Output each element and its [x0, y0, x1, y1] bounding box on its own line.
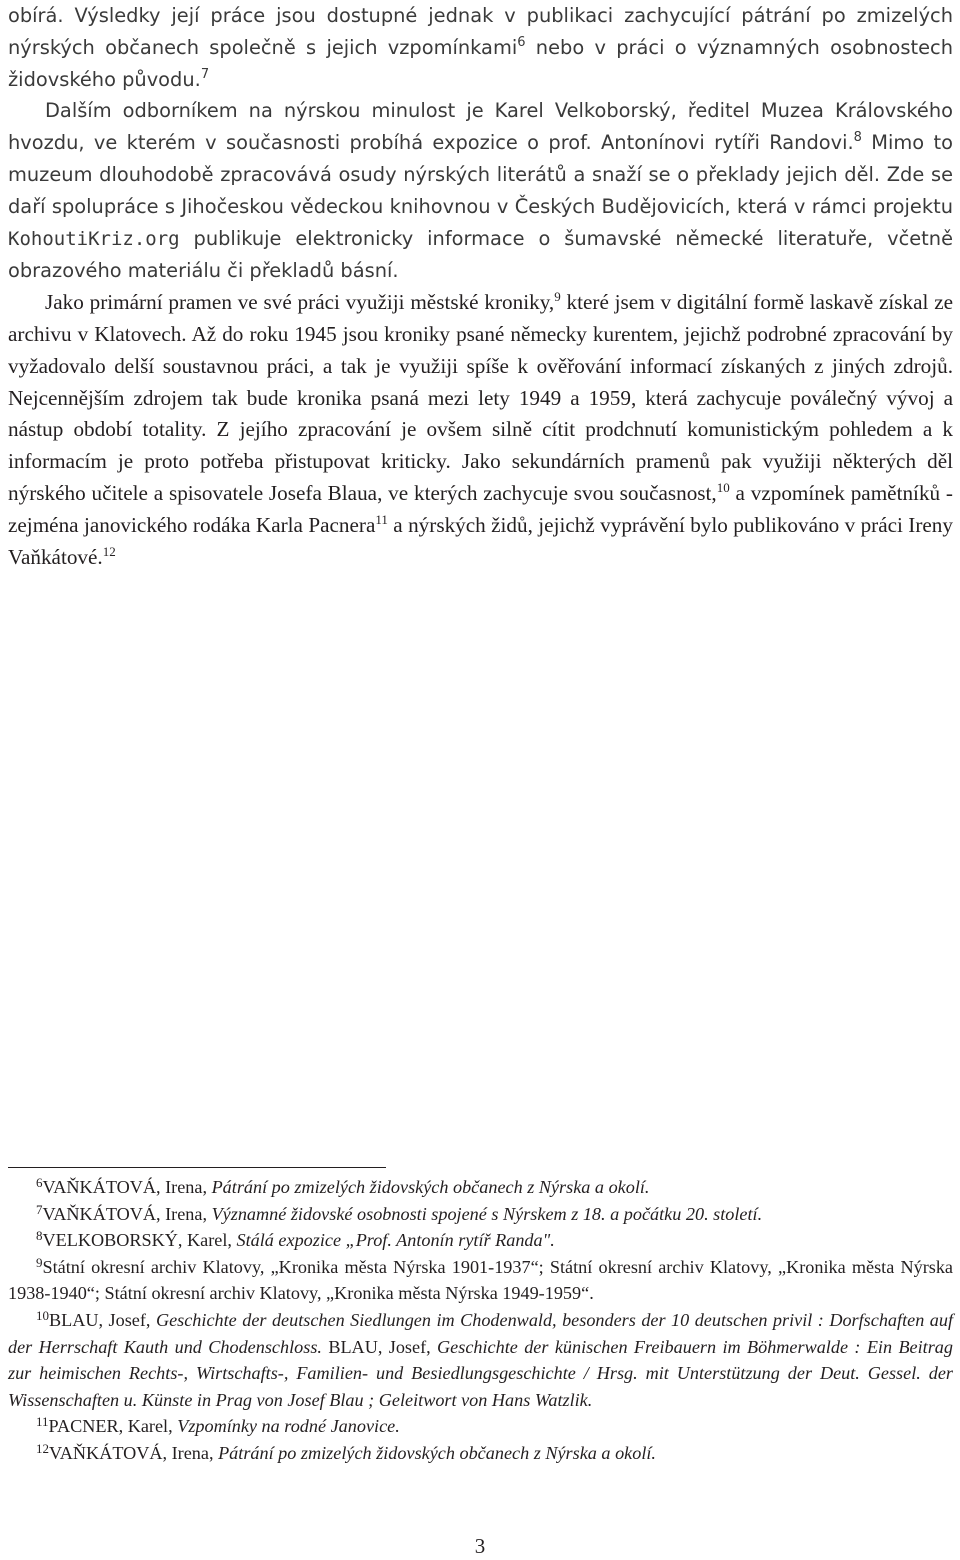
footnote-ref-12[interactable]: 12: [102, 543, 116, 559]
footnote-6: [8, 1174, 953, 1201]
footnote-ref-11[interactable]: 11: [375, 511, 388, 527]
p3-text-3: a vzpomínek pamětníků - zejména janovického rodáka Karla Pacnera: [8, 480, 953, 537]
footnote-number: 6: [36, 1175, 43, 1190]
footnote-author: VAŇKÁTOVÁ, Irena,: [42, 1203, 212, 1224]
footnote-title: Pátrání po zmizelých židovských občanech z Nýrska a okolí.: [211, 1177, 650, 1197]
main-text: [8, 0, 953, 573]
footnote-author: VELKOBORSKÝ, Karel,: [42, 1230, 237, 1251]
footnote-number: 7: [36, 1201, 43, 1217]
paragraph-3: [8, 287, 953, 573]
footnote-11: [8, 1413, 953, 1440]
footnote-12: [8, 1440, 953, 1467]
footnote-title: Pátrání po zmizelých židovských občanech z Nýrska a okolí.: [218, 1442, 656, 1463]
footnote-ref-10[interactable]: 10: [716, 479, 730, 495]
paragraph-2: [8, 95, 953, 287]
p1-text-2: nebo v práci o významných osobnostech židovského původu.: [8, 35, 953, 91]
footnote-author: BLAU, Josef,: [49, 1309, 156, 1330]
footnote-author: VAŇKÁTOVÁ, Irena,: [49, 1442, 219, 1463]
paragraph-1: [8, 0, 953, 95]
footnote-number: 9: [36, 1254, 43, 1270]
footnote-divider: [8, 1167, 386, 1168]
p3-text-2: které jsem v digitální formě laskavě získal ze archivu v Klatovech. Až do roku 1945 jsou kroniky psané německy kurentem, jejichž podrobné zpracování by vyžadovalo delší soustavnou práci, a tak je využiji spíše k ověřování informací získaných z jiných zdrojů. Nejcennějším zdrojem tak bude kronika psaná mezi lety 1949 a 1959, která zachycuje poválečný vývoj a nástup období totality. Z jejího zpracování je ovšem silně cítit prodchnutí komunistickým pohledem a k informacím je proto potřeba přistupovat kriticky. Jako sekundárních pramenů pak využiji některých děl nýrského učitele a spisovatele Josefa Blaua, ve kterých zachycuje svou současnost,: [8, 290, 953, 505]
footnote-9: [8, 1254, 953, 1307]
p3-text: Jako primární pramen ve své práci využiji městské kroniky,: [45, 290, 555, 315]
p2-text: Dalším odborníkem na nýrskou minulost je Karel Velkoborský, ředitel Muzea Královského hvozdu, ve kterém v současnosti probíhá expozice o prof. Antonínovi rytíři Randovi.: [8, 99, 953, 155]
footnote-7: [8, 1201, 953, 1228]
footnote-ref-6[interactable]: 6: [517, 34, 526, 50]
footnote-title: Významné židovské osobnosti spojené s Nýrskem z 18. a počátku 20. století.: [211, 1203, 763, 1224]
project-link[interactable]: KohoutiKriz.org: [8, 227, 180, 250]
footnote-8: [8, 1227, 953, 1254]
footnote-number: 11: [36, 1414, 49, 1430]
footnote-number: 8: [36, 1228, 43, 1244]
footnote-author: VAŇKÁTOVÁ, Irena,: [42, 1177, 212, 1197]
footnote-title-2: Geschichte der künischen Freibauern im Böhmerwalde : Ein Beitrag zur heimischen Rechts-, Wirtschafts-, Familien- und Besiedlungsgeschichte / Hrsg. mit Unterstützung der Deut. Gessel. der Wissenschaften u. Künste in Prag von Josef Blau ; Geleitwort von Hans Watzlik.: [8, 1336, 953, 1410]
p1-text: obírá. Výsledky její práce jsou dostupné jednak v publikaci zachycující pátrání po zmizelých nýrských občanech společně s jejich vzpomínkami: [8, 4, 953, 59]
footnote-author-2: BLAU, Josef,: [321, 1336, 438, 1357]
p2-text-3: publikuje elektronicky informace o šumavské německé literatuře, včetně obrazového materiálu či překladů básní.: [8, 226, 953, 283]
footnote-title: Geschichte der deutschen Siedlungen im Chodenwald, besonders der 10 deutschen privil : Dorfschaften auf der Herrschaft Kauth und Chodenschloss.: [8, 1309, 954, 1357]
footnote-ref-8[interactable]: 8: [853, 130, 862, 146]
page-number: 3: [474, 1534, 486, 1558]
footnote-source: Státní okresní archiv Klatovy, „Kronika města Nýrska 1901-1937“; Státní okresní archiv Klatovy, „Kronika města Nýrska 1938-1940“; Státní okresní archiv Klatovy, „Kronika města Nýrska 1949-1959“.: [8, 1256, 953, 1304]
footnote-title: Vzpomínky na rodné Janovice.: [177, 1416, 400, 1437]
page-body: [8, 0, 953, 573]
footnotes: [8, 1174, 953, 1467]
footnote-ref-9[interactable]: 9: [554, 289, 561, 305]
p2-text-2: Mimo to muzeum dlouhodobě zpracovává osudy nýrských literátů a snaží se o překlady jejich děl. Zde se daří spolupráce s Jihočeskou vědeckou knihovnou v Českých Budějovicích, která v rámci projektu: [8, 131, 953, 218]
footnote-title: Stálá expozice „Prof. Antonín rytíř Randa".: [236, 1230, 555, 1251]
footnote-number: 10: [36, 1307, 49, 1323]
footnote-10: [8, 1307, 953, 1413]
footnote-ref-7[interactable]: 7: [200, 66, 210, 82]
footnote-number: 12: [36, 1440, 49, 1456]
p3-text-4: a nýrských židů, jejichž vyprávění bylo publikováno v práci Ireny Vaňkátové.: [8, 512, 953, 569]
footnote-author: PACNER, Karel,: [48, 1416, 178, 1437]
